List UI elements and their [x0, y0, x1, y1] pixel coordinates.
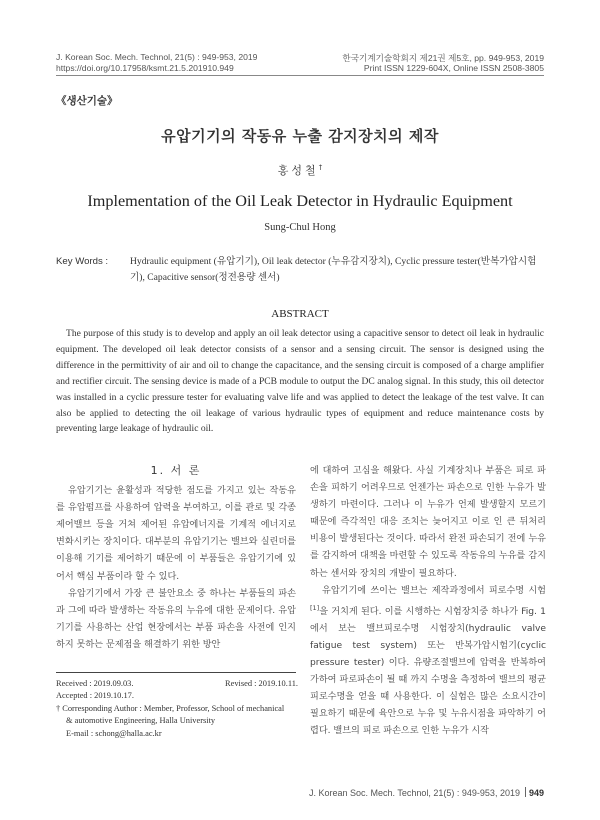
journal-citation-korean: 한국기계기술학회지 제21권 제5호, pp. 949-953, 2019 — [342, 53, 544, 63]
journal-citation-header: J. Korean Soc. Mech. Technol, 21(5) : 949-953, 2019 — [56, 52, 258, 62]
keywords-block — [56, 254, 548, 286]
paragraph: 유압기기에서 가장 큰 불안요소 중 하나는 부품들의 파손과 그에 따라 발생하는 작동유의 누유에 대한 문제이다. 유압기기를 사용하는 산업 현장에서는 부품 파손을 사전에 인지하지 못하는 문제점을 해결하기 위한 방안 — [56, 588, 296, 650]
paragraph-text: 유압기기에 쓰이는 밸브는 제작과정에서 피로수명 시험 — [322, 585, 546, 596]
section-heading-introduction: 1. 서 론 — [150, 464, 202, 477]
keywords-label: Key Words : — [56, 256, 109, 267]
doi-link[interactable]: https://doi.org/10.17958/ksmt.21.5.201910.949 — [56, 63, 234, 73]
page-footer — [309, 787, 544, 798]
title-english: Implementation of the Oil Leak Detector in Hydraulic Equipment — [87, 192, 513, 210]
reference-citation[interactable]: [1] — [310, 603, 320, 612]
author-email[interactable]: E-mail : schong@halla.ac.kr — [66, 728, 162, 738]
accepted-date: Accepted : 2019.10.17. — [56, 691, 134, 701]
paragraph — [310, 583, 546, 741]
paragraph-text: 을 거치게 된다. 이를 시행하는 시험장치중 하나가 Fig. 1에서 보는 밸브피로수명 시험장치(hydraulic valve fatigue test system) 또는 반복가압시험기(cyclic pressure tester) 이다. 유량조절밸브에 압력을 반복하여 가하여 파로파손이 될 때 까지 수명을 측정하여 밸브의 평균 피로수명을 얻을 때 사용한다. 이 실험은 많은 소요시간이 필요하기 때문에 육안으로 누유 및 누유시점을 파악하기 어렵다. 밸브의 피로 파손으로 인한 누유가 시작 — [310, 606, 546, 737]
author-korean — [0, 162, 600, 178]
page-number: 949 — [528, 788, 544, 798]
received-date: Received : 2019.09.03. — [56, 679, 134, 688]
footnote — [56, 678, 298, 740]
corresponding-author-line2: & automotive Engineering, Halla University — [66, 716, 216, 726]
author-korean-name: 홍성철 — [277, 164, 319, 177]
abstract-text: The purpose of this study is to develop and apply an oil leak detector using a capacitive sensor to detect oil leak in hydraulic equipment. The developed oil leak detector consists of a sensor and a sensing circuit. The sensor is designed using the difference in the permittivity of air and oil to change the capacitance, and the sensing circuit is composed of a charge amplifier and rectifier circuit. The sensing device is made of a PCB module to output the DC analog signal. In this study, this oil detector was installed in a cyclic pressure tester for evaluating valve life and was applied to detect the leakage of the test valve. It can also be applied to detecting the oil leakage of various hydraulic types of equipment and reduce maintenance costs by preventing large leakage of hydraulic oil. — [56, 328, 544, 435]
corresponding-author-mark: † — [318, 163, 323, 172]
header-divider — [56, 75, 544, 76]
body-left-column — [56, 462, 296, 654]
revised-date: Revised : 2019.10.11. — [225, 679, 298, 688]
title-korean: 유압기기의 작동유 누출 감지장치의 제작 — [161, 127, 439, 145]
keywords-text: Hydraulic equipment (유압기기), Oil leak detector (누유감지장치), Cyclic pressure tester(반복가압시험기), Capacitive sensor(정전용량 센서) — [130, 256, 537, 283]
body-right-column — [310, 463, 546, 741]
footer-separator — [525, 787, 526, 797]
footer-citation: J. Korean Soc. Mech. Technol, 21(5) : 949-953, 2019 — [309, 788, 520, 798]
paragraph: 유압기기는 윤활성과 적당한 점도를 가지고 있는 작동유를 유압펌프를 사용하여 압력을 부여하고, 이를 관로 및 각종 제어밸브 등을 거쳐 제어된 유압에너지를 기계적 에너지로 변화시키는 장치이다. 대부분의 유압기기는 밸브와 실린더를 이용해 기기를 제어하기 때문에 이 부품들은 유압기기에 있어서 핵심 부품이라 할 수 있다. — [56, 486, 296, 582]
footnote-divider — [56, 672, 296, 673]
issn-info: Print ISSN 1229-604X, Online ISSN 2508-3805 — [363, 63, 544, 73]
author-english: Sung-Chul Hong — [264, 222, 336, 233]
paragraph: 에 대하여 고심을 해왔다. 사실 기계장치나 부품은 피로 파손을 피하기 어려우므로 언젠가는 파손으로 인한 누유가 발생하기 마련이다. 그러나 이 누유가 언제 발생할지 모르기 때문에 즉각적인 대응 조치는 늦어지고 이로 인 큰 뒤처리 비용이 발생된다는 것이다. 따라서 완전 파손되기 전에 누유를 감지하여 대책을 마련할 수 있도록 작동유의 누유를 감지하는 센서와 장치의 개발이 필요하다. — [310, 466, 546, 579]
section-tag: 《생산기술》 — [56, 95, 118, 107]
corresponding-author-line1: † Corresponding Author : Member, Professor, School of mechanical — [56, 703, 285, 713]
abstract-heading: ABSTRACT — [271, 308, 329, 320]
